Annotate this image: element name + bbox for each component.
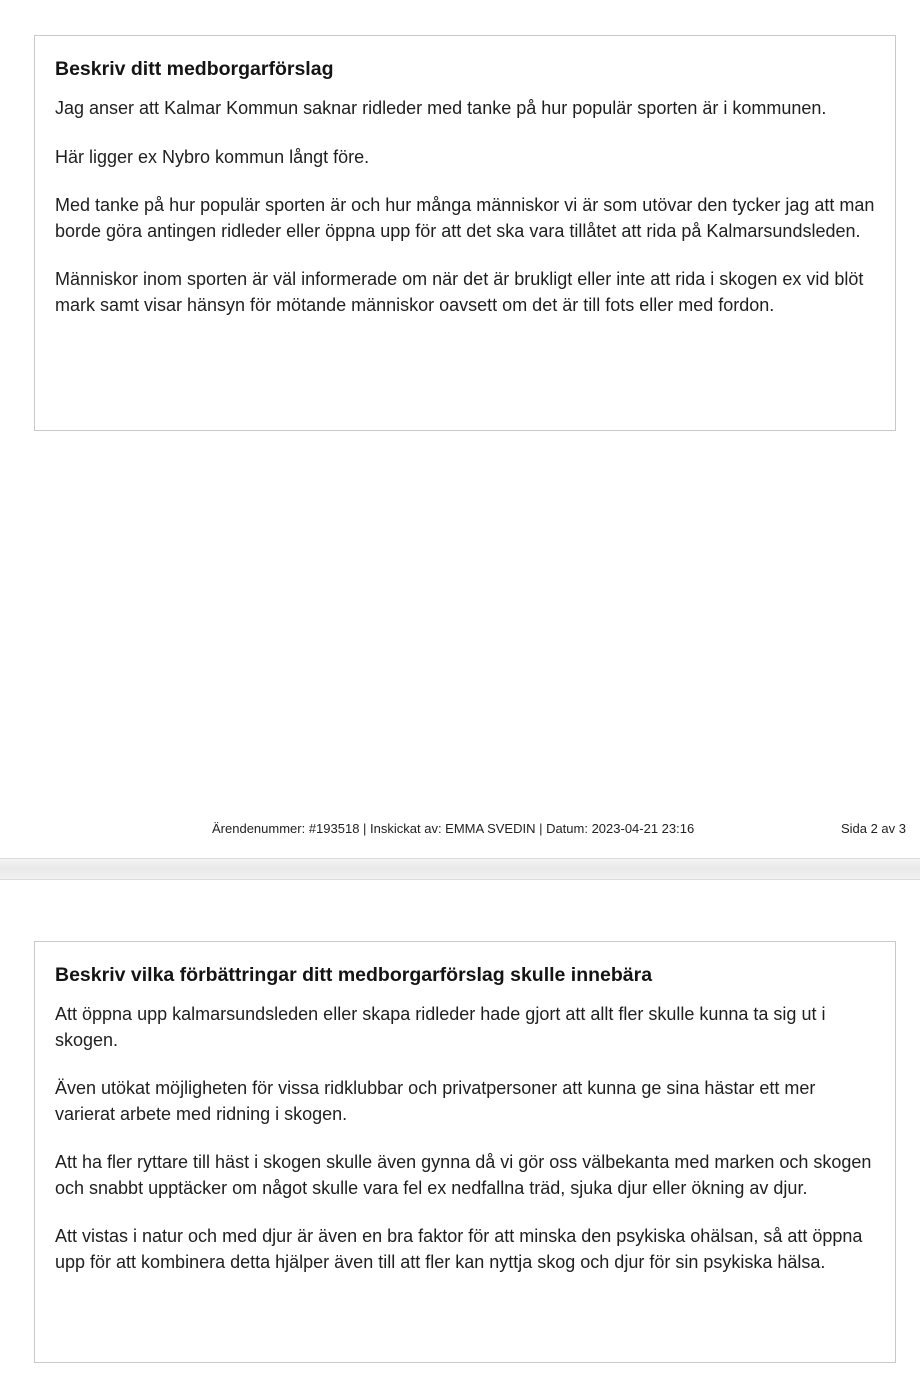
section-paragraph: Att öppna upp kalmarsundsleden eller skapa ridleder hade gjort att allt fler skulle kunna ta sig ut i skogen.: [55, 1004, 826, 1050]
proposal-description-section: [34, 35, 896, 431]
section-title: Beskriv ditt medborgarförslag: [55, 58, 334, 80]
page-number: Sida 2 av 3: [840, 821, 906, 836]
document-page-3: [0, 880, 920, 1396]
section-paragraph: Människor inom sporten är väl informerade om när det är brukligt eller inte att rida i skogen ex vid blöt mark samt visar hänsyn för mötande människor oavsett om det är till fots eller med fordon.: [55, 269, 864, 315]
section-paragraph: Här ligger ex Nybro kommun långt före.: [55, 146, 370, 167]
case-info: Ärendenummer: #193518 | Inskickat av: EMMA SVEDIN | Datum: 2023-04-21 23:16: [212, 821, 695, 836]
section-paragraph: Att ha fler ryttare till häst i skogen skulle även gynna då vi gör oss välbekanta med marken och skogen och snabbt upptäcker om något skulle vara fel ex nedfallna träd, sjuka djur eller ökning av djur.: [55, 1152, 872, 1198]
section-paragraph: Jag anser att Kalmar Kommun saknar ridleder med tanke på hur populär sporten är i kommunen.: [55, 98, 827, 118]
page-separator: [0, 858, 920, 880]
section-title: Beskriv vilka förbättringar ditt medborgarförslag skulle innebära: [55, 964, 653, 986]
section-paragraph: Med tanke på hur populär sporten är och hur många människor vi är som utövar den tycker jag att man borde göra antingen ridleder eller öppna upp för att det ska vara tillåtet att rida på Kalmarsundsleden.: [55, 195, 875, 241]
section-paragraph: Även utökat möjligheten för vissa ridklubbar och privatpersoner att kunna ge sina hästar ett mer varierat arbete med ridning i skogen.: [55, 1078, 816, 1124]
improvements-section: [34, 941, 896, 1363]
page-footer: [0, 819, 920, 839]
section-paragraph: Att vistas i natur och med djur är även en bra faktor för att minska den psykiska ohälsan, så att öppna upp för att kombinera detta hjälper även till att fler kan nyttja skog och djur för sin psykiska hälsa.: [55, 1226, 863, 1272]
